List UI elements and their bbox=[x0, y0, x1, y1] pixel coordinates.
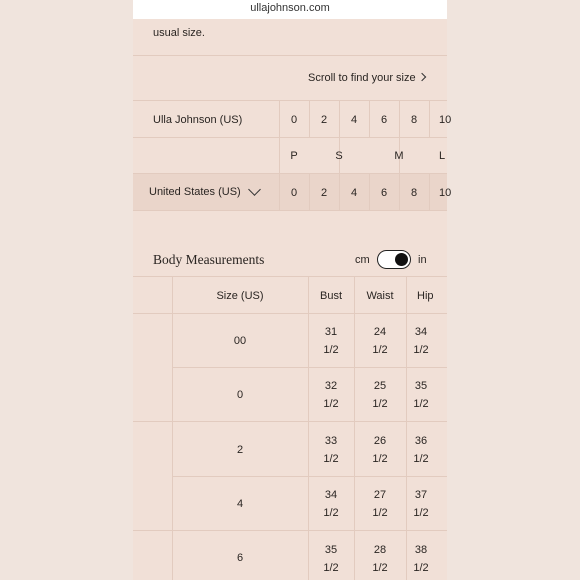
waist-fraction: 1/2 bbox=[372, 398, 388, 410]
region-size-cell[interactable]: 2 bbox=[320, 187, 328, 199]
bust-cell bbox=[308, 323, 354, 359]
letter-size-cell[interactable]: L bbox=[439, 150, 446, 162]
bust-cell bbox=[308, 432, 354, 468]
waist-cell bbox=[354, 323, 406, 359]
chevron-right-icon bbox=[417, 73, 425, 81]
size-cell: 0 bbox=[236, 389, 244, 401]
brand-row-label: Ulla Johnson (US) bbox=[153, 114, 243, 126]
waist-cell bbox=[354, 377, 406, 413]
url-bar[interactable]: ullajohnson.com bbox=[133, 0, 447, 19]
bust-cell bbox=[308, 541, 354, 577]
divider bbox=[133, 530, 447, 531]
hip-cell bbox=[406, 377, 436, 413]
divider bbox=[133, 276, 447, 277]
letter-size-cell[interactable]: M bbox=[394, 150, 404, 162]
hip-cell bbox=[406, 486, 436, 522]
brand-size-cell[interactable]: 8 bbox=[410, 114, 418, 126]
region-size-cell[interactable]: 8 bbox=[410, 187, 418, 199]
waist-fraction: 1/2 bbox=[372, 562, 388, 574]
waist-fraction: 1/2 bbox=[372, 344, 388, 356]
hip-fraction: 1/2 bbox=[413, 398, 429, 410]
hip-fraction: 1/2 bbox=[413, 344, 429, 356]
region-size-cell[interactable]: 4 bbox=[350, 187, 358, 199]
hip-cell bbox=[406, 432, 436, 468]
header-size: Size (US) bbox=[216, 290, 264, 302]
scroll-hint-link[interactable] bbox=[308, 72, 425, 84]
hip-whole: 36 bbox=[414, 435, 428, 447]
unit-toggle[interactable] bbox=[377, 250, 411, 269]
waist-fraction: 1/2 bbox=[372, 453, 388, 465]
bust-cell bbox=[308, 486, 354, 522]
size-cell: 2 bbox=[236, 444, 244, 456]
col-divider bbox=[172, 276, 173, 580]
bust-whole: 31 bbox=[324, 326, 338, 338]
region-size-cell[interactable]: 6 bbox=[380, 187, 388, 199]
col-divider bbox=[406, 276, 407, 580]
col-divider bbox=[354, 276, 355, 580]
divider bbox=[133, 210, 447, 211]
divider bbox=[133, 421, 447, 422]
hip-fraction: 1/2 bbox=[413, 453, 429, 465]
brand-size-cell[interactable]: 4 bbox=[350, 114, 358, 126]
section-title: Body Measurements bbox=[153, 252, 265, 267]
bust-whole: 34 bbox=[324, 489, 338, 501]
unit-cm-label[interactable]: cm bbox=[355, 254, 370, 266]
region-size-cell[interactable]: 0 bbox=[290, 187, 298, 199]
intro-text: usual size. bbox=[153, 27, 205, 39]
waist-whole: 27 bbox=[373, 489, 387, 501]
bust-fraction: 1/2 bbox=[323, 507, 339, 519]
waist-cell bbox=[354, 486, 406, 522]
right-background bbox=[447, 0, 580, 580]
toggle-knob bbox=[395, 253, 408, 266]
brand-size-cell[interactable]: 10 bbox=[439, 114, 452, 126]
bust-fraction: 1/2 bbox=[323, 562, 339, 574]
hip-whole: 34 bbox=[414, 326, 428, 338]
hip-whole: 35 bbox=[414, 380, 428, 392]
bust-fraction: 1/2 bbox=[323, 453, 339, 465]
bust-cell bbox=[308, 377, 354, 413]
size-cell: 6 bbox=[236, 552, 244, 564]
waist-whole: 28 bbox=[373, 544, 387, 556]
col-divider bbox=[308, 276, 309, 580]
letter-size-cell[interactable]: P bbox=[290, 150, 298, 162]
hip-cell bbox=[406, 323, 436, 359]
waist-cell bbox=[354, 432, 406, 468]
hip-cell bbox=[406, 541, 436, 577]
size-cell: 4 bbox=[236, 498, 244, 510]
waist-whole: 26 bbox=[373, 435, 387, 447]
left-background bbox=[0, 0, 133, 580]
hip-whole: 37 bbox=[414, 489, 428, 501]
header-bust: Bust bbox=[319, 290, 342, 302]
size-cell: 00 bbox=[233, 335, 247, 347]
unit-in-label[interactable]: in bbox=[418, 254, 427, 266]
hip-fraction: 1/2 bbox=[413, 507, 429, 519]
header-waist: Waist bbox=[366, 290, 394, 302]
bust-whole: 33 bbox=[324, 435, 338, 447]
scroll-hint-label: Scroll to find your size bbox=[308, 72, 416, 84]
brand-size-cell[interactable]: 6 bbox=[380, 114, 388, 126]
brand-size-cell[interactable]: 2 bbox=[320, 114, 328, 126]
bust-fraction: 1/2 bbox=[323, 344, 339, 356]
region-size-cell[interactable]: 10 bbox=[439, 187, 452, 199]
header-hip: Hip bbox=[417, 290, 434, 302]
bust-whole: 35 bbox=[324, 544, 338, 556]
hip-whole: 38 bbox=[414, 544, 428, 556]
region-select-label[interactable]: United States (US) bbox=[149, 186, 241, 198]
divider bbox=[133, 55, 447, 56]
hip-fraction: 1/2 bbox=[413, 562, 429, 574]
letter-size-cell[interactable]: S bbox=[335, 150, 343, 162]
mobile-viewport[interactable] bbox=[133, 0, 452, 580]
divider bbox=[133, 313, 172, 314]
brand-size-cell[interactable]: 0 bbox=[290, 114, 298, 126]
bust-whole: 32 bbox=[324, 380, 338, 392]
waist-whole: 25 bbox=[373, 380, 387, 392]
waist-whole: 24 bbox=[373, 326, 387, 338]
waist-cell bbox=[354, 541, 406, 577]
bust-fraction: 1/2 bbox=[323, 398, 339, 410]
waist-fraction: 1/2 bbox=[372, 507, 388, 519]
